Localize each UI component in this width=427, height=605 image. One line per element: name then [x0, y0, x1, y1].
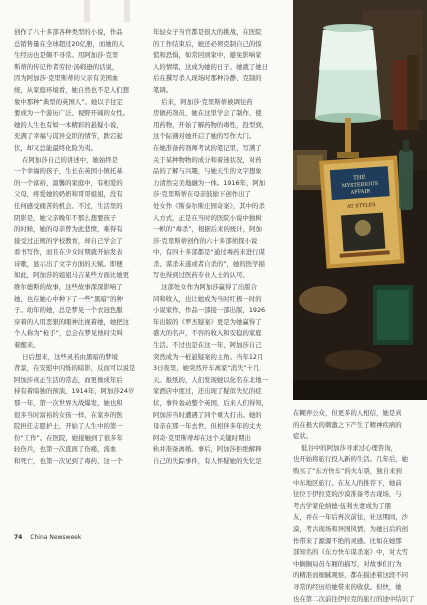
text-line: 往位于伊拉克的沙漠准备考古现场，与 [293, 489, 421, 501]
text-line: 份“工作”。在医院，她接触到了很多年 [14, 433, 146, 445]
text-line: 轻伤兵，也第一次直面了伤痛，流血 [14, 444, 146, 456]
text-line: 维尔德斯的故事，这些故事深深影响了 [14, 282, 146, 294]
text-line: 创作了八十多部各种类型的小说，作品 [14, 27, 146, 39]
text-line: 她的人生也有如一本精彩的悬疑小说， [14, 120, 146, 132]
text-line: 的时候，她的母亲曾为此悲愤，难得有 [14, 224, 146, 236]
text-line: 那一年，第一次世界大战爆发，她也和 [14, 398, 146, 410]
text-line: 个人称为“枪手”，总会在梦见他时尖叫 [14, 328, 146, 340]
text-line: 家酒店中度过，还出现了疑似失忆的症 [153, 386, 286, 398]
text-line: 的工作结束后，她还必须克制自己的惊 [153, 39, 286, 51]
text-line: 着醒来。 [14, 340, 146, 352]
text-line: 也在第二次前往伊拉克的旅行的途中结识了 [293, 594, 421, 605]
text-line: 房做药剂员，她在这里学会了制作、使 [153, 108, 286, 120]
text-line: 子。幼年的她，总是梦见一个衣冠色服 [14, 305, 146, 317]
top-tab-right [124, 0, 130, 22]
text-line: 她，也在她心中种下了一些“黑暗”的种 [14, 294, 146, 306]
text-line: 一个幸福的孩子，生长在英国小镇托基 [14, 166, 146, 178]
text-line: 年轻女子当官都是很大的挑战，在医院 [153, 27, 286, 39]
text-line: 斯蒂的传记作者劳拉·汤姆逊的话说， [14, 62, 146, 74]
svg-text:AT STYLES: AT STYLES [346, 202, 377, 210]
article-column-3 [293, 408, 421, 523]
text-line: 小说家作，作品一部接一部出版，1926 [153, 305, 286, 317]
text-line: 人的情绪，这成为她的日子。她就了她日 [153, 62, 286, 74]
text-line: 中，有四十多部都是“通过毒药来进行谋 [153, 247, 286, 259]
text-line: 日后想来，这些灵若由黑暗的梦境 [14, 352, 146, 364]
text-line: 阴影是，她父亲晚年不那么想要孩子 [14, 213, 146, 225]
text-line: 这部处女作为阿加莎赢得了出版合 [153, 282, 286, 294]
text-line: 年出版的《罗杰疑案》更是为她赢得了 [153, 317, 286, 329]
text-line: 很多当时富裕的女孩一样，在家乡的医 [14, 410, 146, 422]
text-line: 接受过正规的学校教育，却自己学会了 [14, 236, 146, 248]
text-line: 天。报纸的，人们发现她以化名在北地一 [153, 375, 286, 387]
text-line: 用药物，开始了解药物的毒性，投型到， [153, 120, 286, 132]
text-line: 要成为一个游历广泛、视野开阔的女性。 [14, 108, 146, 120]
text-line: 写也得到过医药专业人士的认可。 [153, 270, 286, 282]
text-line: 和死亡，也第一次见到了毒药，这一个 [14, 456, 146, 468]
text-line: 任何感受痛苦的机会。不过，生活里的 [14, 201, 146, 213]
svg-text:THE: THE [353, 175, 366, 182]
text-line: 后来，阿加莎·克里斯蒂被调往药 [153, 97, 286, 109]
text-line: 购买了“东方快车”的火车票，独自来到 [293, 466, 421, 478]
text-line: 生经历也是颇不寻常。用阿加莎·克里 [14, 50, 146, 62]
text-line: 莎·克里斯蒂在母亲鼓励下创作出了 [153, 189, 286, 201]
text-line: 友，并在一年后再次前往，社这期间，沙 [293, 512, 421, 524]
text-line: 寻常的经历给她带来的收获。但快，她 [293, 582, 421, 594]
text-line: 看书写作，而且在少女时期就开始发表 [14, 247, 146, 259]
text-line: 状，事件轰动整个英国，后来人们得知， [153, 398, 286, 410]
text-line: 也开始将旅行投入新的生活。几年后，她 [293, 454, 421, 466]
text-line: 的在极大的刺激之下产生了精神疾病的 [293, 420, 421, 432]
text-line: 自己的失踪事件，有人怀疑她的失忆是 [153, 456, 286, 468]
svg-text:MYSTERIOUS: MYSTERIOUS [342, 181, 379, 190]
text-line: 的精准而细腻观察，都在描述着这段不同 [293, 570, 421, 582]
text-line: 穿着的人用恶狠的眼神注视着她，她把这 [14, 317, 146, 329]
text-line: 品的了解与兴趣，与她天生的文字想象 [153, 166, 286, 178]
text-line: 关于某种物物的成分和着迷状况，对药 [153, 155, 286, 167]
text-line: 3日夜里，她突然开车离家“消失”十几 [153, 363, 286, 375]
page-footer [14, 534, 81, 541]
text-line: 院担任志愿护士，开始了人生中的第一 [14, 421, 146, 433]
text-line: 象中那种“典型的英国人”。她以手往定 [14, 97, 146, 109]
text-line: 处女作《斯泰尔斯庄园奇案》，其中的杀 [153, 201, 286, 213]
top-tab-left [84, 0, 90, 22]
magazine-name: China Newsweek [30, 534, 81, 541]
text-line: 轨并准备离婚。事后，阿加莎拒绝解释 [153, 444, 286, 456]
text-line: 诗歌，显示出了文字方面的天赋。即便 [14, 259, 146, 271]
book-and-lamp-photo [293, 0, 427, 400]
text-line: 统，从家庭环境看，她自然也不是人们想 [14, 85, 146, 97]
text-line: 部知名的《东方快车谋杀案》中，对大雪 [293, 547, 421, 559]
text-line: 笔调。 [153, 85, 286, 97]
text-line: 母亲在那一年去世，但相伴多年的丈夫 [153, 421, 286, 433]
text-line: 总销售量在全球超过20亿册，而她的人 [14, 39, 146, 51]
text-line: 父母，疼爱她的奶奶和哥哥姐姐，没有 [14, 189, 146, 201]
text-line: 阿加莎当时遭遇了同个重大打击。她的 [153, 410, 286, 422]
text-line: 充满了幸福与谎异交织的情节，跌宕起 [14, 131, 146, 143]
text-line: 同和收入，也让她成为当时红极一时的 [153, 294, 286, 306]
text-line: 如此，阿加莎的姐姐马吉某些方面比她更 [14, 270, 146, 282]
text-line: 背景，在安慰中闪烁的暗影，反而可以说是 [14, 363, 146, 375]
svg-text:AFFAIR: AFFAIR [349, 188, 370, 195]
text-line: 杀、谋杀未遂或者自杀的”，她的医学描 [153, 259, 286, 271]
text-line: 人方式，正是在当时的医院小说中独树 [153, 213, 286, 225]
article-column-2 [153, 27, 286, 517]
text-line: 盛大的名声，不容的收入和安稳的家庭 [153, 328, 286, 340]
text-line: 持有着暗独的预演，1914年，阿加莎24岁 [14, 386, 146, 398]
text-line: 中东地区旅行。在友人的推荐下，她前 [293, 478, 421, 490]
text-line: 后在撰写杀人现场时那种冷静、克制的 [153, 73, 286, 85]
text-line: 的一个富裕、温馨的家庭中，有相爱的 [14, 178, 146, 190]
text-line: 一帜的“毒杀”，根据后来的统计，阿加 [153, 224, 286, 236]
text-line: 莎·克里斯蒂创作的六十多部侦探小说 [153, 236, 286, 248]
text-line: 症状。 [293, 431, 421, 443]
text-line: 因为阿加莎·克里斯蒂的父亲有美国血 [14, 73, 146, 85]
text-line: 低谷中的阿加莎寻求过心理咨询， [293, 443, 421, 455]
text-line: 力清然完美地融为一体。1916年，阿加 [153, 178, 286, 190]
text-line: 中搁搁局员车厢的描写，对故事们行为 [293, 559, 421, 571]
text-line: 在阿加莎自己的讲述中，她始终是 [14, 155, 146, 167]
text-line: 漠，考古现场和异国风情，为她日后的创 [293, 524, 421, 536]
text-line: 伏，却又总能最终化险为夷。 [14, 143, 146, 155]
text-line: 阿奇·克里斯蒂却在这个关键时期出 [153, 433, 286, 445]
text-line: 生活。不过也是在这一年，阿加莎自己 [153, 340, 286, 352]
text-line: 这个际遇对她开启了她的写作大门。 [153, 131, 286, 143]
text-line: 阿加莎真正生活的常态，而更像成年后 [14, 375, 146, 387]
text-line: 在糊弄公众，但更多的人相信，她是真 [293, 408, 421, 420]
text-line: 考古学家伦纳德·伍利夫妻成为了朋 [293, 501, 421, 513]
text-line: 在她准备药剂师考试的笔记里，写满了 [153, 143, 286, 155]
page-number: 74 [14, 534, 22, 541]
text-line: 突然成为一桩悬疑案的主角。当年12月 [153, 352, 286, 364]
text-line: 慌和恐惧，如常回到家中，避免影响家 [153, 50, 286, 62]
text-line: 作带来了源源不绝的灵感。比如在她那 [293, 536, 421, 548]
article-column-1 [14, 27, 146, 517]
